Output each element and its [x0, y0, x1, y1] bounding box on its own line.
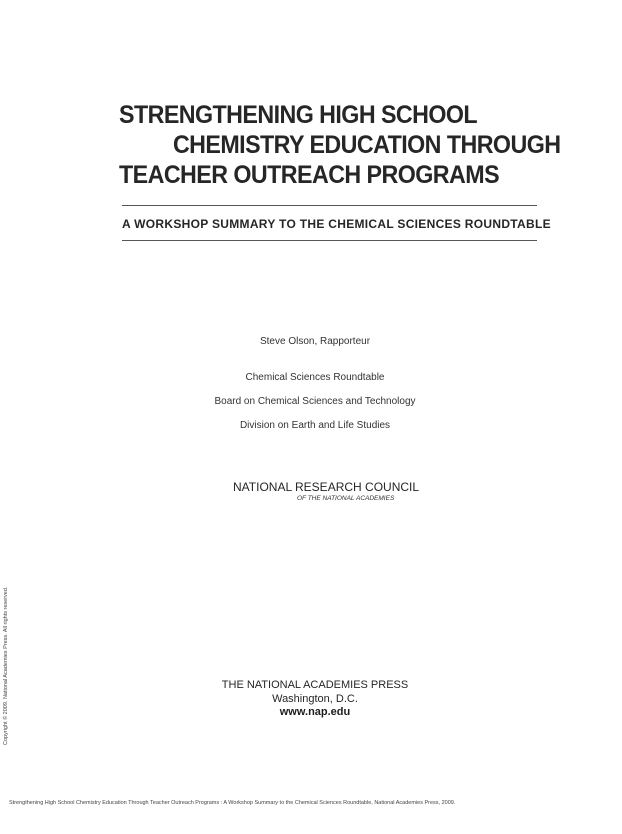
publisher-city: Washington, D.C.: [272, 693, 358, 705]
footer-citation: Strengthening High School Chemistry Education Through Teacher Outreach Programs : A Workshop Summary to the Chemical Sciences Roundtable, National Academies Press, 2009.: [9, 800, 456, 806]
publisher-url: www.nap.edu: [279, 706, 351, 718]
title-line-3: TEACHER OUTREACH PROGRAMS: [119, 161, 500, 189]
side-copyright-notice: Copyright © 2009. National Academies Press. All rights reserved.: [3, 586, 9, 745]
affiliation-board: Board on Chemical Sciences and Technology: [214, 396, 416, 407]
rapporteur: Steve Olson, Rapporteur: [259, 336, 371, 347]
subtitle-top-rule: [122, 205, 537, 206]
book-subtitle: A WORKSHOP SUMMARY TO THE CHEMICAL SCIENCES ROUNDTABLE: [122, 217, 551, 231]
publisher-name: THE NATIONAL ACADEMIES PRESS: [221, 679, 409, 691]
title-line-1: STRENGTHENING HIGH SCHOOL: [119, 101, 478, 129]
book-title: [119, 100, 560, 190]
subtitle-bottom-rule: [122, 240, 537, 241]
title-line-2: CHEMISTRY EDUCATION THROUGH: [172, 131, 561, 159]
affiliation-division: Division on Earth and Life Studies: [239, 420, 391, 431]
affiliation-roundtable: Chemical Sciences Roundtable: [245, 372, 385, 383]
council-name: NATIONAL RESEARCH COUNCIL: [233, 480, 420, 494]
council-tagline: OF THE NATIONAL ACADEMIES: [297, 495, 395, 502]
